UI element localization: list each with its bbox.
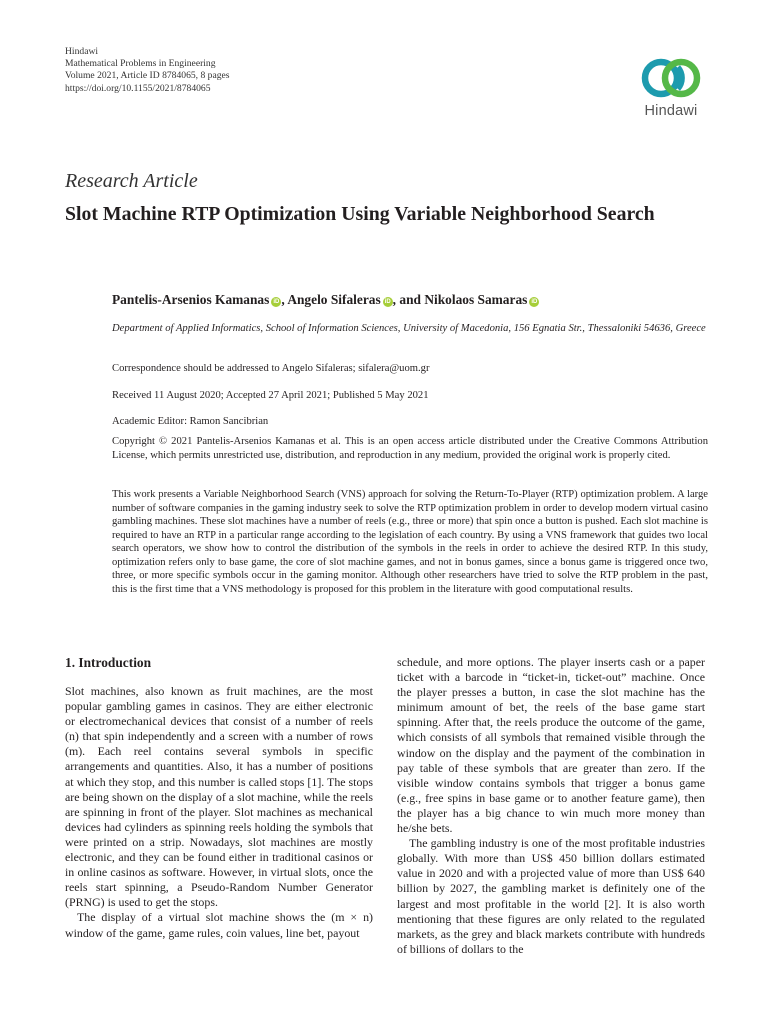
- body-column-right: [397, 655, 705, 957]
- body-paragraph: The gambling industry is one of the most profitable industries globally. With more than US$ 450 billion dollars estimated value in 2020 and with a projected value of more than US$ 640 billion by 2027, the gambling market is definitely one of the largest and most profitable in the world [2]. It is also worth mentioning that these figures are only related to the regulated markets, as the grey and black markets contribute with hundreds of billions of dollars to the: [397, 836, 705, 956]
- publisher-name: Hindawi: [65, 46, 99, 57]
- volume-info: Volume 2021, Article ID 8784065, 8 pages: [65, 70, 230, 82]
- article-title: Slot Machine RTP Optimization Using Variable Neighborhood Search: [65, 203, 655, 225]
- author-separator: ,: [281, 292, 288, 307]
- hindawi-rings-icon: [640, 56, 702, 100]
- body-column-left: [65, 684, 373, 941]
- orcid-icon[interactable]: iD: [531, 299, 538, 305]
- article-type: Research Article: [65, 170, 198, 192]
- body-paragraph: Slot machines, also known as fruit machines, are the most popular gambling games in casinos. They are either electronic or electromechanical devices that consist of a number of reels (n) that spin independently and a screen with a number of rows (m). Each reel contains several symbols in specific arrangements and quantities. Also, it has a number of positions at which they stop, and this number is called stops [1]. The stops are being shown on the display of a slot machine, while the reels are spinning in front of the player. Slot machines as mechanical devices had cylinders as spinning reels holding the symbols that were printed on a strip. Nowadays, slot machines are mostly electronic, and they can be found either in traditional casinos or in online casinos as software. However, in virtual slots, once the reels start spinning, a Pseudo-Random Number Generator (PRNG) is used to get the stops.: [65, 684, 373, 910]
- logo-wordmark: Hindawi: [644, 103, 698, 119]
- correspondence: Correspondence should be addressed to Angelo Sifaleras; sifalera@uom.gr: [112, 363, 430, 374]
- academic-editor: Academic Editor: Ramon Sancibrian: [112, 416, 269, 427]
- journal-header: [65, 46, 230, 95]
- author-separator: , and: [392, 292, 425, 307]
- section-heading: 1. Introduction: [65, 655, 152, 670]
- author-list: [112, 292, 539, 308]
- orcid-icon[interactable]: iD: [384, 299, 391, 305]
- copyright-notice: Copyright © 2021 Pantelis-Arsenios Kamanas et al. This is an open access article distributed under the Creative Commons Attribution License, which permits unrestricted use, distribution, and reproduction in any medium, provided the original work is properly cited.: [112, 436, 708, 461]
- author-name[interactable]: Nikolaos Samaras: [424, 292, 528, 307]
- body-paragraph: The display of a virtual slot machine shows the (m × n) window of the game, game rules, coin values, line bet, payout: [65, 910, 373, 940]
- hindawi-logo: [632, 56, 710, 119]
- orcid-icon[interactable]: iD: [273, 299, 280, 305]
- journal-name: Mathematical Problems in Engineering: [65, 58, 216, 70]
- doi-link[interactable]: https://doi.org/10.1155/2021/8784065: [65, 82, 211, 94]
- publication-dates: Received 11 August 2020; Accepted 27 April 2021; Published 5 May 2021: [112, 390, 429, 401]
- affiliation: Department of Applied Informatics, School of Information Sciences, University of Macedonia, 156 Egnatia Str., Thessaloniki 54636, Greece: [112, 323, 706, 334]
- body-paragraph: schedule, and more options. The player inserts cash or a paper ticket with a barcode in “ticket-in, ticket-out” machine. Once the player presses a button, in case the slot machine has the minimum amount of bet, the reels of the base game start spinning. After that, the reels produce the outcome of the game, which consists of all symbols that remained visible through the window on the display and the payment of the combination in pay table of these symbols that are greater than zero. If the visible window contains symbols that trigger a bonus game (e.g., free spins in base game or to another feature game), then the player has a big chance to win much more money than he/she bets.: [397, 655, 705, 836]
- abstract: This work presents a Variable Neighborhood Search (VNS) approach for solving the Return-To-Player (RTP) optimization problem. A large number of software companies in the gaming industry seek to solve the RTP optimization problem in order to develop modern virtual casino gambling machines. These slot machines have a number of reels (e.g., three or more) that spin once a button is pushed. Each slot machine is required to have an RTP in a particular range according to the legislation of each country. By using a VNS framework that guides two local search operators, we show how to control the distribution of the symbols in the reels in order to achieve the desired RTP. In this study, optimization refers only to base game, the core of slot machine games, and not in bonus games, since a bonus game is triggered once two, three, or more specific symbols occur in the gaming monitor. Although other researchers have tried to solve the RTP problem in the past, this is the first time that a VNS methodology is proposed for this problem in the literature with good computational results.: [112, 489, 708, 595]
- author-name[interactable]: Angelo Sifaleras: [287, 292, 381, 307]
- author-name[interactable]: Pantelis-Arsenios Kamanas: [112, 292, 270, 307]
